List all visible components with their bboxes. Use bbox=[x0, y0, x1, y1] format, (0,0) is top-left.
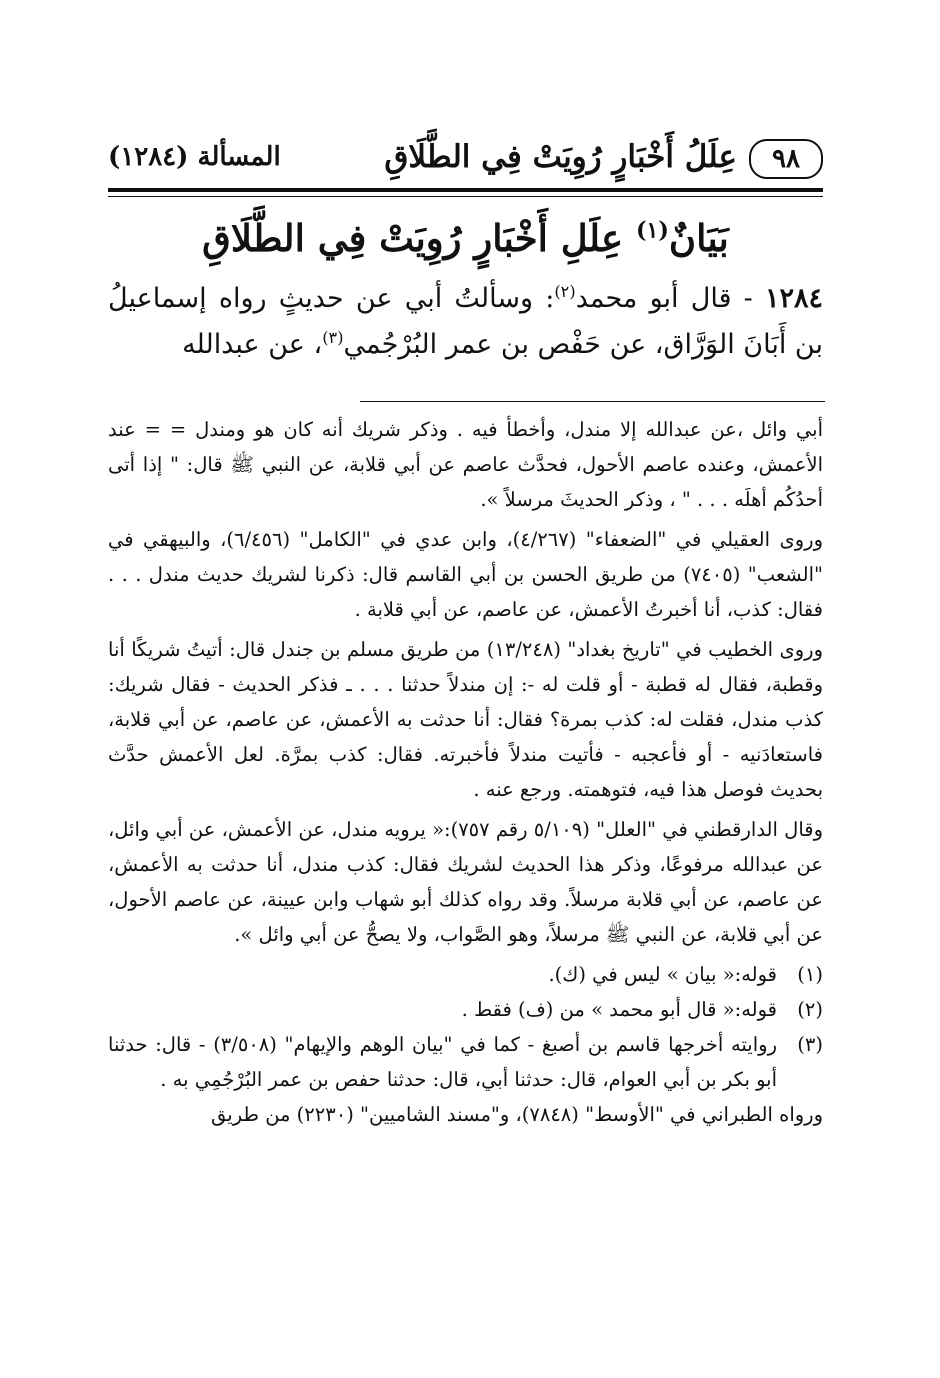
footnote-number: (٣) bbox=[797, 1033, 823, 1056]
issue-number: المسألة (١٢٨٤) bbox=[108, 142, 281, 172]
footnote-text: قوله:« بيان » ليس في (ك). bbox=[548, 963, 777, 986]
footnote-ref-2: (٢) bbox=[554, 282, 576, 301]
footnotes-area bbox=[108, 412, 823, 1137]
footnote-ref-1: (١) bbox=[635, 217, 669, 244]
page-header bbox=[108, 135, 823, 185]
footnote-number: (٢) bbox=[797, 998, 823, 1021]
section-heading-title: عِلَلِ أَخْبَارٍ رُوِيَتْ فِي الطَّلَاقِ bbox=[202, 216, 624, 260]
page-number: ٩٨ bbox=[749, 139, 823, 179]
footnote-divider bbox=[360, 401, 825, 402]
footnote-continuation-para: وروى العقيلي في "الضعفاء" (٤/٢٦٧)، وابن عدي في "الكامل" (٦/٤٥٦)، والبيهقي في "الشعب" (٧٤٠٥) من طريق الحسن بن أبي القاسم قال: ذكرنا لشريك حديث مندل . . . فقال: كذب، أنا أخبرتُ الأعمش، عن عاصم، عن أبي قلابة . bbox=[108, 528, 823, 621]
header-rule-thick bbox=[108, 188, 823, 192]
header-rule-thin bbox=[108, 196, 823, 197]
footnote-2 bbox=[108, 992, 823, 1027]
main-lead: - قال أبو محمد bbox=[575, 283, 753, 314]
issue-entry-number: ١٢٨٤ bbox=[765, 283, 824, 314]
footnote-3 bbox=[108, 1027, 823, 1097]
main-paragraph bbox=[108, 276, 823, 368]
section-heading-word: بَيَانٌ bbox=[668, 216, 729, 260]
main-text-a: : وسألتُ أبي عن حديثٍ رواه إسماعيلُ بن أَبَانَ الوَرَّاق، عن حَفْص بن عمر البُرْجُمي bbox=[108, 283, 823, 360]
footnote-ref-3: (٣) bbox=[322, 328, 344, 347]
running-title: عِلَلُ أَخْبَارٍ رُوِيَتْ فِي الطَّلَاقِ bbox=[384, 139, 737, 175]
footnote-continuation-para: وروى الخطيب في "تاريخ بغداد" (١٣/٢٤٨) من طريق مسلم بن جندل قال: أتيتُ شريكًا أنا وقطبة، فقال له قطبة - أو قلت له -: إن مندلاً حدثنا . . . ـ فذكر الحديث - فقال شريك: كذب مندل، فقلت له: كذب بمرة؟ فقال: أنا حدثت به الأعمش، عن عاصم، عن أبي قلابة، فاستعادَنيه - أو فأعجبه - فأتيت مندلاً فأخبرته. فقال: كذب بمرَّة. لعل الأعمش حدَّث بحديث فوصل هذا فيه، فتوهمته. ورجع عنه . bbox=[108, 638, 823, 801]
main-text-b: ، عن عبدالله bbox=[182, 329, 323, 360]
footnote-continuation-para: أبي وائل ،عن عبدالله إلا مندل، وأخطأ فيه . وذكر شريك أنه كان هو ومندل = = عند الأعمش، وعنده عاصم الأحول، فحدَّث عاصم عن أبي قلابة، عن النبي ﷺ قال: " إذا أتى أحدُكُم أهلَه . . . " ، وذكر الحديثَ مرسلاً ». bbox=[108, 418, 823, 511]
footnote-1 bbox=[108, 957, 823, 992]
section-heading bbox=[108, 210, 823, 266]
footnote-text: قوله:« قال أبو محمد » من (ف) فقط . bbox=[461, 998, 777, 1021]
footnote-text: روايته أخرجها قاسم بن أصبغ - كما في "بيان الوهم والإيهام" (٣/٥٠٨) - قال: حدثنا أبو بكر بن أبي العوام، قال: حدثنا أبي، قال: حدثنا حفص بن عمر البُرْجُمِي به . bbox=[108, 1033, 777, 1091]
footnote-continuation-para: وقال الدارقطني في "العلل" (٥/١٠٩ رقم ٧٥٧):« يرويه مندل، عن الأعمش، عن أبي وائل، عن عبدالله مرفوعًا، وذكر هذا الحديث لشريك فقال: كذب مندل، أنا حدثت به الأعمش، عن عاصم، عن أبي قلابة مرسلاً. وقد رواه كذلك أبو شهاب وابن عيينة، عن عاصم الأحول، عن أبي قلابة، عن النبي ﷺ مرسلاً، وهو الصَّواب، ولا يصحُّ عن أبي وائل ». bbox=[108, 818, 823, 946]
footnote-3-continuation: ورواه الطبراني في "الأوسط" (٧٨٤٨)، و"مسند الشاميين" (٢٢٣٠) من طريق bbox=[211, 1103, 823, 1126]
footnote-number: (١) bbox=[797, 963, 823, 986]
